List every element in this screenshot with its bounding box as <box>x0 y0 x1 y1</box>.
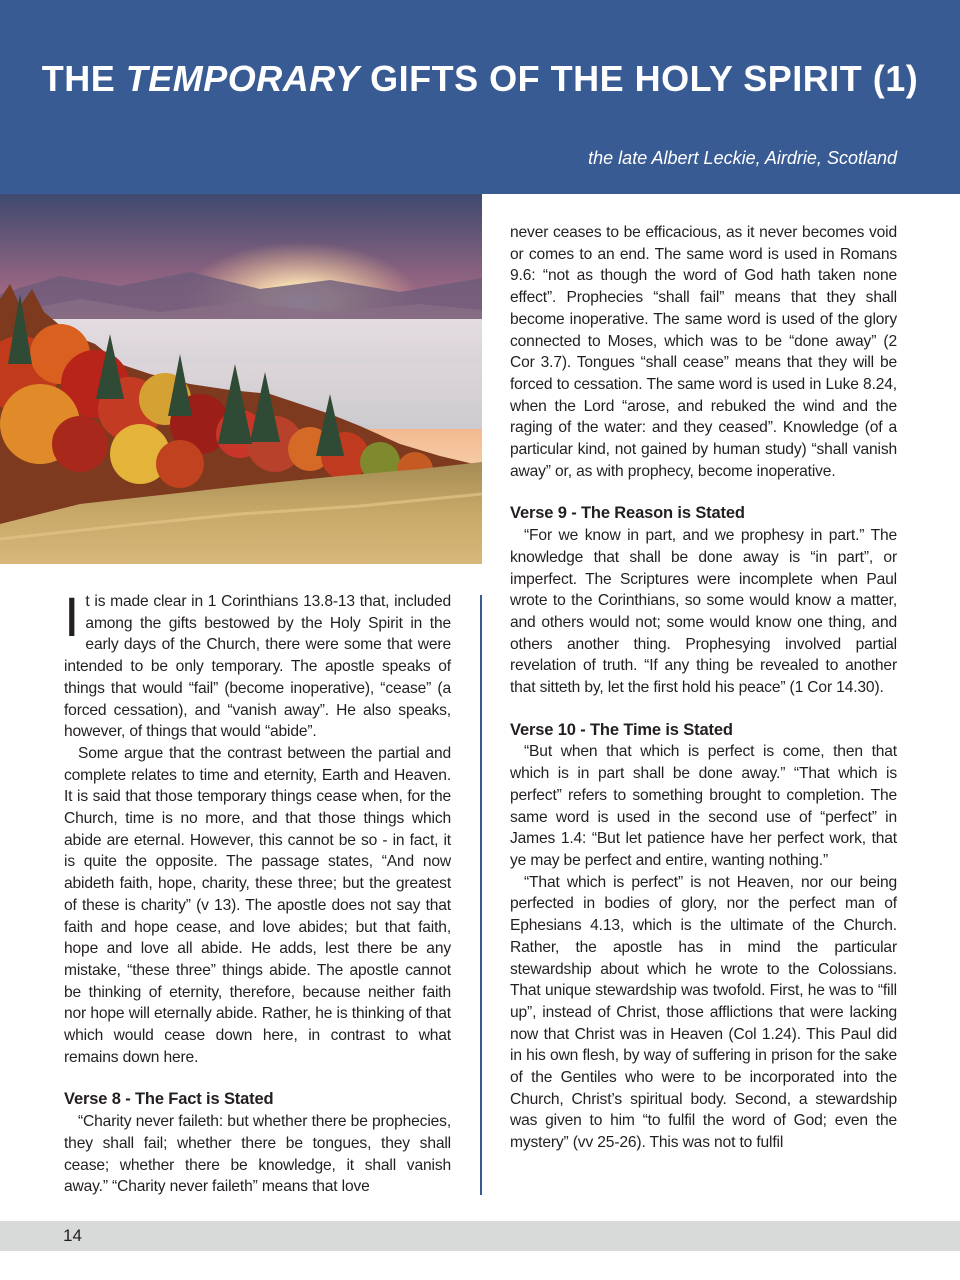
footer-bar <box>0 1221 960 1251</box>
right-column <box>510 222 897 1154</box>
page-number: 14 <box>63 1226 82 1245</box>
section-heading: Verse 9 - The Reason is Stated <box>510 504 745 523</box>
left-column <box>64 585 451 1198</box>
title-part: THE <box>41 58 126 99</box>
autumn-landscape-photo <box>0 194 482 564</box>
article-title <box>0 58 960 100</box>
paragraph: “But when that which is perfect is come, then that which is in part shall be done away.” “That which is perfect” refers to something brought to completion. The same word is used in the second use of “perfect” in James 1.4: “But let patience have her perfect work, that ye may be perfect and entire, wanting nothing.” <box>510 743 897 869</box>
paragraph: never ceases to be efficacious, as it never becomes void or comes to an end. The same word is used in Romans 9.6: “not as though the word of God hath taken none effect”. Prophecies “shall fail” means that they shall become inoperative. The same word is used of the glory connected to Moses, which was to be “done away” (2 Cor 3.7). Tongues “shall cease” means that they will be forced to cessation. The same word is used in Luke 8.24, when the Lord “arose, and rebuked the wind and the raging of the water: and they ceased”. Knowledge (of a particular kind, not gained by human study) “shall vanish away” or, as with prophecy, become inoperative. <box>510 224 897 480</box>
paragraph: “That which is perfect” is not Heaven, nor our being perfected in bodies of glory, nor the perfect man of Ephesians 4.13, which is the ultimate of the Church. Rather, the apostle has in mind the particular stewardship about which he wrote to the Colossians. That unique stewardship was twofold. First, he was to “fill up”, instead of Christ, those afflictions that were lacking now that Christ was in Heaven (Col 1.24). This Paul did in his own flesh, by way of suffering in prison for the sake of the Gentiles who were to be incorporated into the Church, Christ’s spiritual body. Second, a stewardship was given to him “to fulfil the word of God; even the mystery” (vv 25-26). This was not to fulfil <box>510 873 897 1152</box>
title-italic-word: TEMPORARY <box>125 58 360 99</box>
title-part: GIFTS OF THE HOLY SPIRIT (1) <box>359 58 919 99</box>
author-byline: the late Albert Leckie, Airdrie, Scotland <box>588 148 897 168</box>
title-banner <box>0 0 960 194</box>
section-heading: Verse 8 - The Fact is Stated <box>64 1090 274 1109</box>
paragraph: Some argue that the contrast between the partial and complete relates to time and eternity, Earth and Heaven. It is said that those temporary things cease when, for the Church, time is no more, and that those things which abide are eternal. However, this cannot be so - in fact, it is quite the opposite. The passage states, “And now abideth faith, hope, charity, these three; but the greatest of these is charity” (v 13). The apostle does not say that faith and hope cease, and love abides; but that faith, hope and love all abide. He adds, lest there be any mistake, “these three” things abide. The apostle cannot be thinking of eternity, therefore, because neither faith nor hope will eternally abide. Rather, he is thinking of that which would cease down here, in contrast to what remains down here. <box>64 744 451 1066</box>
section-heading: Verse 10 - The Time is Stated <box>510 720 733 739</box>
paragraph: “Charity never faileth: but whether there be prophecies, they shall fail; whether there be tongues, they shall cease; whether there be knowledge, it shall vanish away.” “Charity never faileth” means that love <box>64 1113 451 1196</box>
drop-cap: I <box>64 585 80 648</box>
paragraph-text: t is made clear in 1 Corinthians 13.8-13 that, included among the gifts bestowed by the Holy Spirit in the early days of the Church, there were some that were intended to be only temporary. The apostle speaks of things that would “fail” (become inoperative), “cease” (a forced cessation), and “vanish away”. He also speaks, however, of things that would “abide”. <box>64 593 451 741</box>
column-divider <box>480 595 482 1195</box>
paragraph <box>64 585 451 743</box>
paragraph: “For we know in part, and we prophesy in part.” The knowledge that shall be done away is “in part”, or imperfect. The Scriptures were incomplete when Paul wrote to the Corinthians, so some would know a matter, and others would not; some would know one thing, and others another thing. Prophesying involved partial revelation of truth. “If any thing be revealed to another that sitteth by, let the first hold his peace” (1 Cor 14.30). <box>510 527 897 697</box>
